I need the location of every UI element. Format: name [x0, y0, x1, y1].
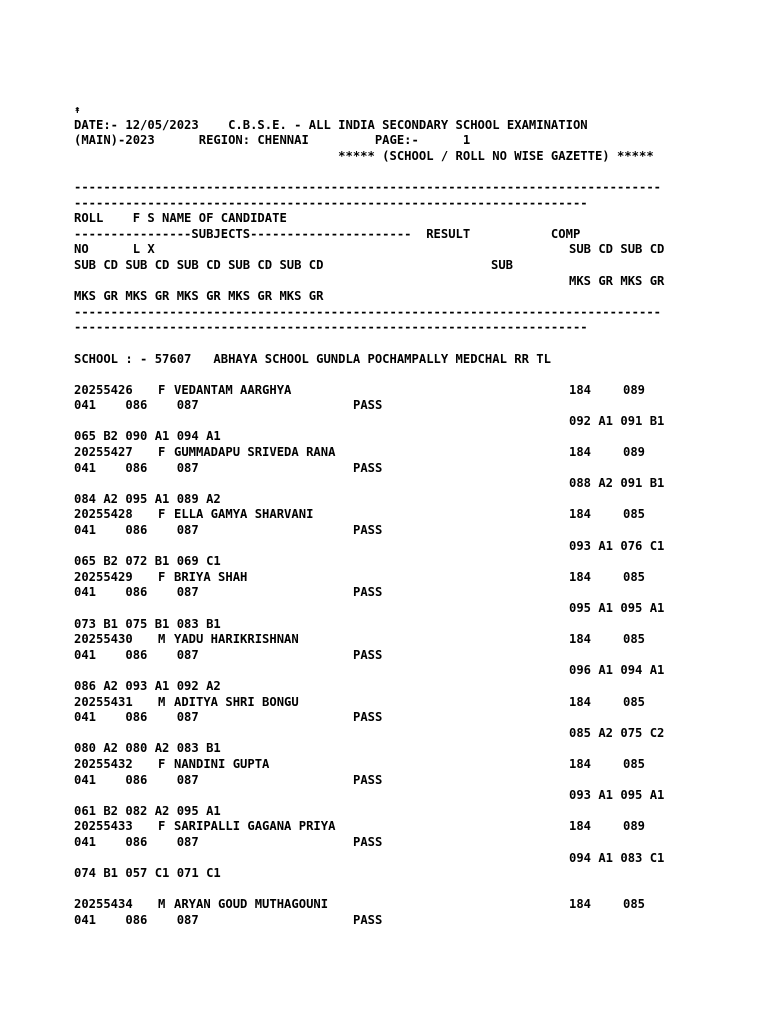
comp-code-1: 184 [569, 694, 592, 709]
page-marker [74, 102, 754, 118]
result: PASS [353, 772, 383, 787]
comp-code-2: 085 [623, 569, 646, 584]
comp-marks: 088 A2 091 B1 [569, 476, 665, 491]
comp-code-2: 085 [623, 897, 646, 912]
subject-codes: 041 086 087 [74, 834, 199, 849]
student-list [74, 383, 754, 882]
column-sub-cd: SUB CD SUB CD SUB CD SUB CD SUB CD [74, 257, 324, 272]
student-name: ARYAN GOUD MUTHAGOUNI [174, 897, 329, 912]
student-name: VEDANTAM AARGHYA [174, 382, 292, 397]
student-line-4 [74, 492, 754, 508]
subject-marks: 086 A2 093 A1 092 A2 [74, 678, 221, 693]
student-name: GUMMADAPU SRIVEDA RANA [174, 445, 336, 460]
roll-number: 20255427 [74, 445, 133, 460]
result: PASS [353, 585, 383, 600]
student-line-2 [74, 913, 754, 929]
result: PASS [353, 710, 383, 725]
blank-line [74, 882, 754, 898]
gazette-page [74, 102, 754, 928]
subject-codes: 041 086 087 [74, 523, 199, 538]
student-sex: F [158, 382, 166, 397]
blank-line [74, 367, 754, 383]
result: PASS [353, 912, 383, 927]
student-line-3 [74, 476, 754, 492]
student-line-2 [74, 835, 754, 851]
blank-line [74, 164, 754, 180]
student-name: ELLA GAMYA SHARVANI [174, 507, 314, 522]
comp-code-1: 184 [569, 756, 592, 771]
student-sex: F [158, 819, 166, 834]
result: PASS [353, 523, 383, 538]
student-line-2 [74, 710, 754, 726]
column-no-lx: NO L X [74, 242, 155, 257]
student-name: NANDINI GUPTA [174, 756, 270, 771]
column-header-6: MKS GR MKS GR MKS GR MKS GR MKS GR [74, 289, 324, 304]
subject-codes: 041 086 087 [74, 398, 199, 413]
column-comp-mks: MKS GR MKS GR [569, 273, 665, 288]
student-line-4 [74, 554, 754, 570]
column-header-1: ROLL F S NAME OF CANDIDATE [74, 211, 287, 226]
comp-code-1: 184 [569, 632, 592, 647]
student-sex: M [158, 897, 166, 912]
comp-marks: 093 A1 076 C1 [569, 538, 665, 553]
student-line-2 [74, 648, 754, 664]
subject-marks: 065 B2 072 B1 069 C1 [74, 554, 221, 569]
result: PASS [353, 460, 383, 475]
subject-marks: 061 B2 082 A2 095 A1 [74, 803, 221, 818]
student-line-3 [74, 414, 754, 430]
student-sex: M [158, 632, 166, 647]
student-line-4 [74, 741, 754, 757]
blank-line [74, 336, 754, 352]
rule-short: ---------------------------------------------------------------------- [74, 320, 588, 335]
rule-long: -------------------------------------------------------------------------------- [74, 179, 661, 194]
student-record [74, 757, 754, 819]
student-record [74, 383, 754, 445]
school-line: SCHOOL : - 57607 ABHAYA SCHOOL GUNDLA POCHAMPALLY MEDCHAL RR TL [74, 351, 551, 366]
rule-short: ---------------------------------------------------------------------- [74, 195, 588, 210]
student-record [74, 819, 754, 881]
student-line-1 [74, 445, 754, 461]
comp-code-2: 089 [623, 445, 646, 460]
comp-code-2: 089 [623, 819, 646, 834]
result: PASS [353, 398, 383, 413]
roll-number: 20255433 [74, 819, 133, 834]
student-name: SARIPALLI GAGANA PRIYA [174, 819, 336, 834]
subject-codes: 041 086 087 [74, 710, 199, 725]
student-line-2 [74, 523, 754, 539]
comp-code-1: 184 [569, 382, 592, 397]
student-line-2 [74, 585, 754, 601]
student-sex: F [158, 445, 166, 460]
student-record [74, 632, 754, 694]
student-line-2 [74, 398, 754, 414]
header-line-2: (MAIN)-2023 REGION: CHENNAI PAGE:- 1 [74, 133, 471, 148]
result: PASS [353, 834, 383, 849]
comp-marks: 095 A1 095 A1 [569, 601, 665, 615]
comp-code-1: 184 [569, 897, 592, 912]
student-line-3 [74, 726, 754, 742]
arrow-up-icon: ↟ [74, 103, 81, 116]
student-sex: F [158, 756, 166, 771]
student-sex: M [158, 694, 166, 709]
roll-number: 20255431 [74, 694, 133, 709]
student-line-3 [74, 539, 754, 555]
comp-marks: 093 A1 095 A1 [569, 788, 665, 803]
student-record [74, 445, 754, 507]
comp-code-2: 085 [623, 694, 646, 709]
rule-long: -------------------------------------------------------------------------------- [74, 304, 661, 319]
comp-code-1: 184 [569, 445, 592, 460]
subject-marks: 084 A2 095 A1 089 A2 [74, 491, 221, 506]
roll-number: 20255430 [74, 632, 133, 647]
roll-number: 20255428 [74, 507, 133, 522]
comp-code-2: 085 [623, 632, 646, 647]
subject-marks: 080 A2 080 A2 083 B1 [74, 741, 221, 756]
comp-code-2: 085 [623, 507, 646, 522]
student-line-4 [74, 804, 754, 820]
student-record [74, 570, 754, 632]
comp-code-1: 184 [569, 819, 592, 834]
student-line-4 [74, 679, 754, 695]
comp-code-1: 184 [569, 569, 592, 584]
student-line-1 [74, 695, 754, 711]
student-sex: F [158, 569, 166, 584]
student-line-3 [74, 601, 754, 617]
comp-marks: 092 A1 091 B1 [569, 413, 665, 428]
student-line-4 [74, 617, 754, 633]
column-sub: SUB [491, 257, 514, 272]
student-line-1 [74, 632, 754, 648]
result: PASS [353, 647, 383, 662]
student-line-1 [74, 570, 754, 586]
student-sex: F [158, 507, 166, 522]
header-line-1: DATE:- 12/05/2023 C.B.S.E. - ALL INDIA SECONDARY SCHOOL EXAMINATION [74, 117, 588, 132]
subject-marks: 074 B1 057 C1 071 C1 [74, 866, 221, 881]
comp-code-2: 085 [623, 756, 646, 771]
student-line-3 [74, 663, 754, 679]
student-line-1 [74, 897, 754, 913]
student-line-3 [74, 851, 754, 867]
student-line-4 [74, 429, 754, 445]
column-header-5 [74, 274, 754, 290]
student-line-1 [74, 383, 754, 399]
column-header-2: ----------------SUBJECTS---------------------- RESULT COMP [74, 226, 581, 241]
subject-marks: 073 B1 075 B1 083 B1 [74, 616, 221, 631]
column-header-3 [74, 242, 754, 258]
subject-codes: 041 086 087 [74, 460, 199, 475]
student-line-2 [74, 461, 754, 477]
student-line-1 [74, 757, 754, 773]
student-record [74, 695, 754, 757]
student-record [74, 507, 754, 569]
student-line-2 [74, 773, 754, 789]
comp-code-1: 184 [569, 507, 592, 522]
student-line-1 [74, 819, 754, 835]
comp-code-2: 089 [623, 382, 646, 397]
comp-marks: 094 A1 083 C1 [569, 850, 665, 865]
subject-marks: 065 B2 090 A1 094 A1 [74, 429, 221, 444]
column-header-4 [74, 258, 754, 274]
student-line-3 [74, 788, 754, 804]
column-comp-sub: SUB CD SUB CD [569, 242, 665, 257]
subject-codes: 041 086 087 [74, 585, 199, 600]
roll-number: 20255429 [74, 569, 133, 584]
roll-number: 20255432 [74, 756, 133, 771]
student-name: BRIYA SHAH [174, 569, 248, 584]
student-name: YADU HARIKRISHNAN [174, 632, 299, 647]
subject-codes: 041 086 087 [74, 647, 199, 662]
subject-codes: 041 086 087 [74, 772, 199, 787]
comp-marks: 096 A1 094 A1 [569, 663, 665, 678]
comp-marks: 085 A2 075 C2 [569, 725, 665, 740]
header-line-3: ***** (SCHOOL / ROLL NO WISE GAZETTE) ***** [74, 148, 654, 163]
student-line-4 [74, 866, 754, 882]
roll-number: 20255434 [74, 897, 133, 912]
subject-codes: 041 086 087 [74, 912, 199, 927]
roll-number: 20255426 [74, 382, 133, 397]
student-name: ADITYA SHRI BONGU [174, 694, 299, 709]
student-line-1 [74, 507, 754, 523]
